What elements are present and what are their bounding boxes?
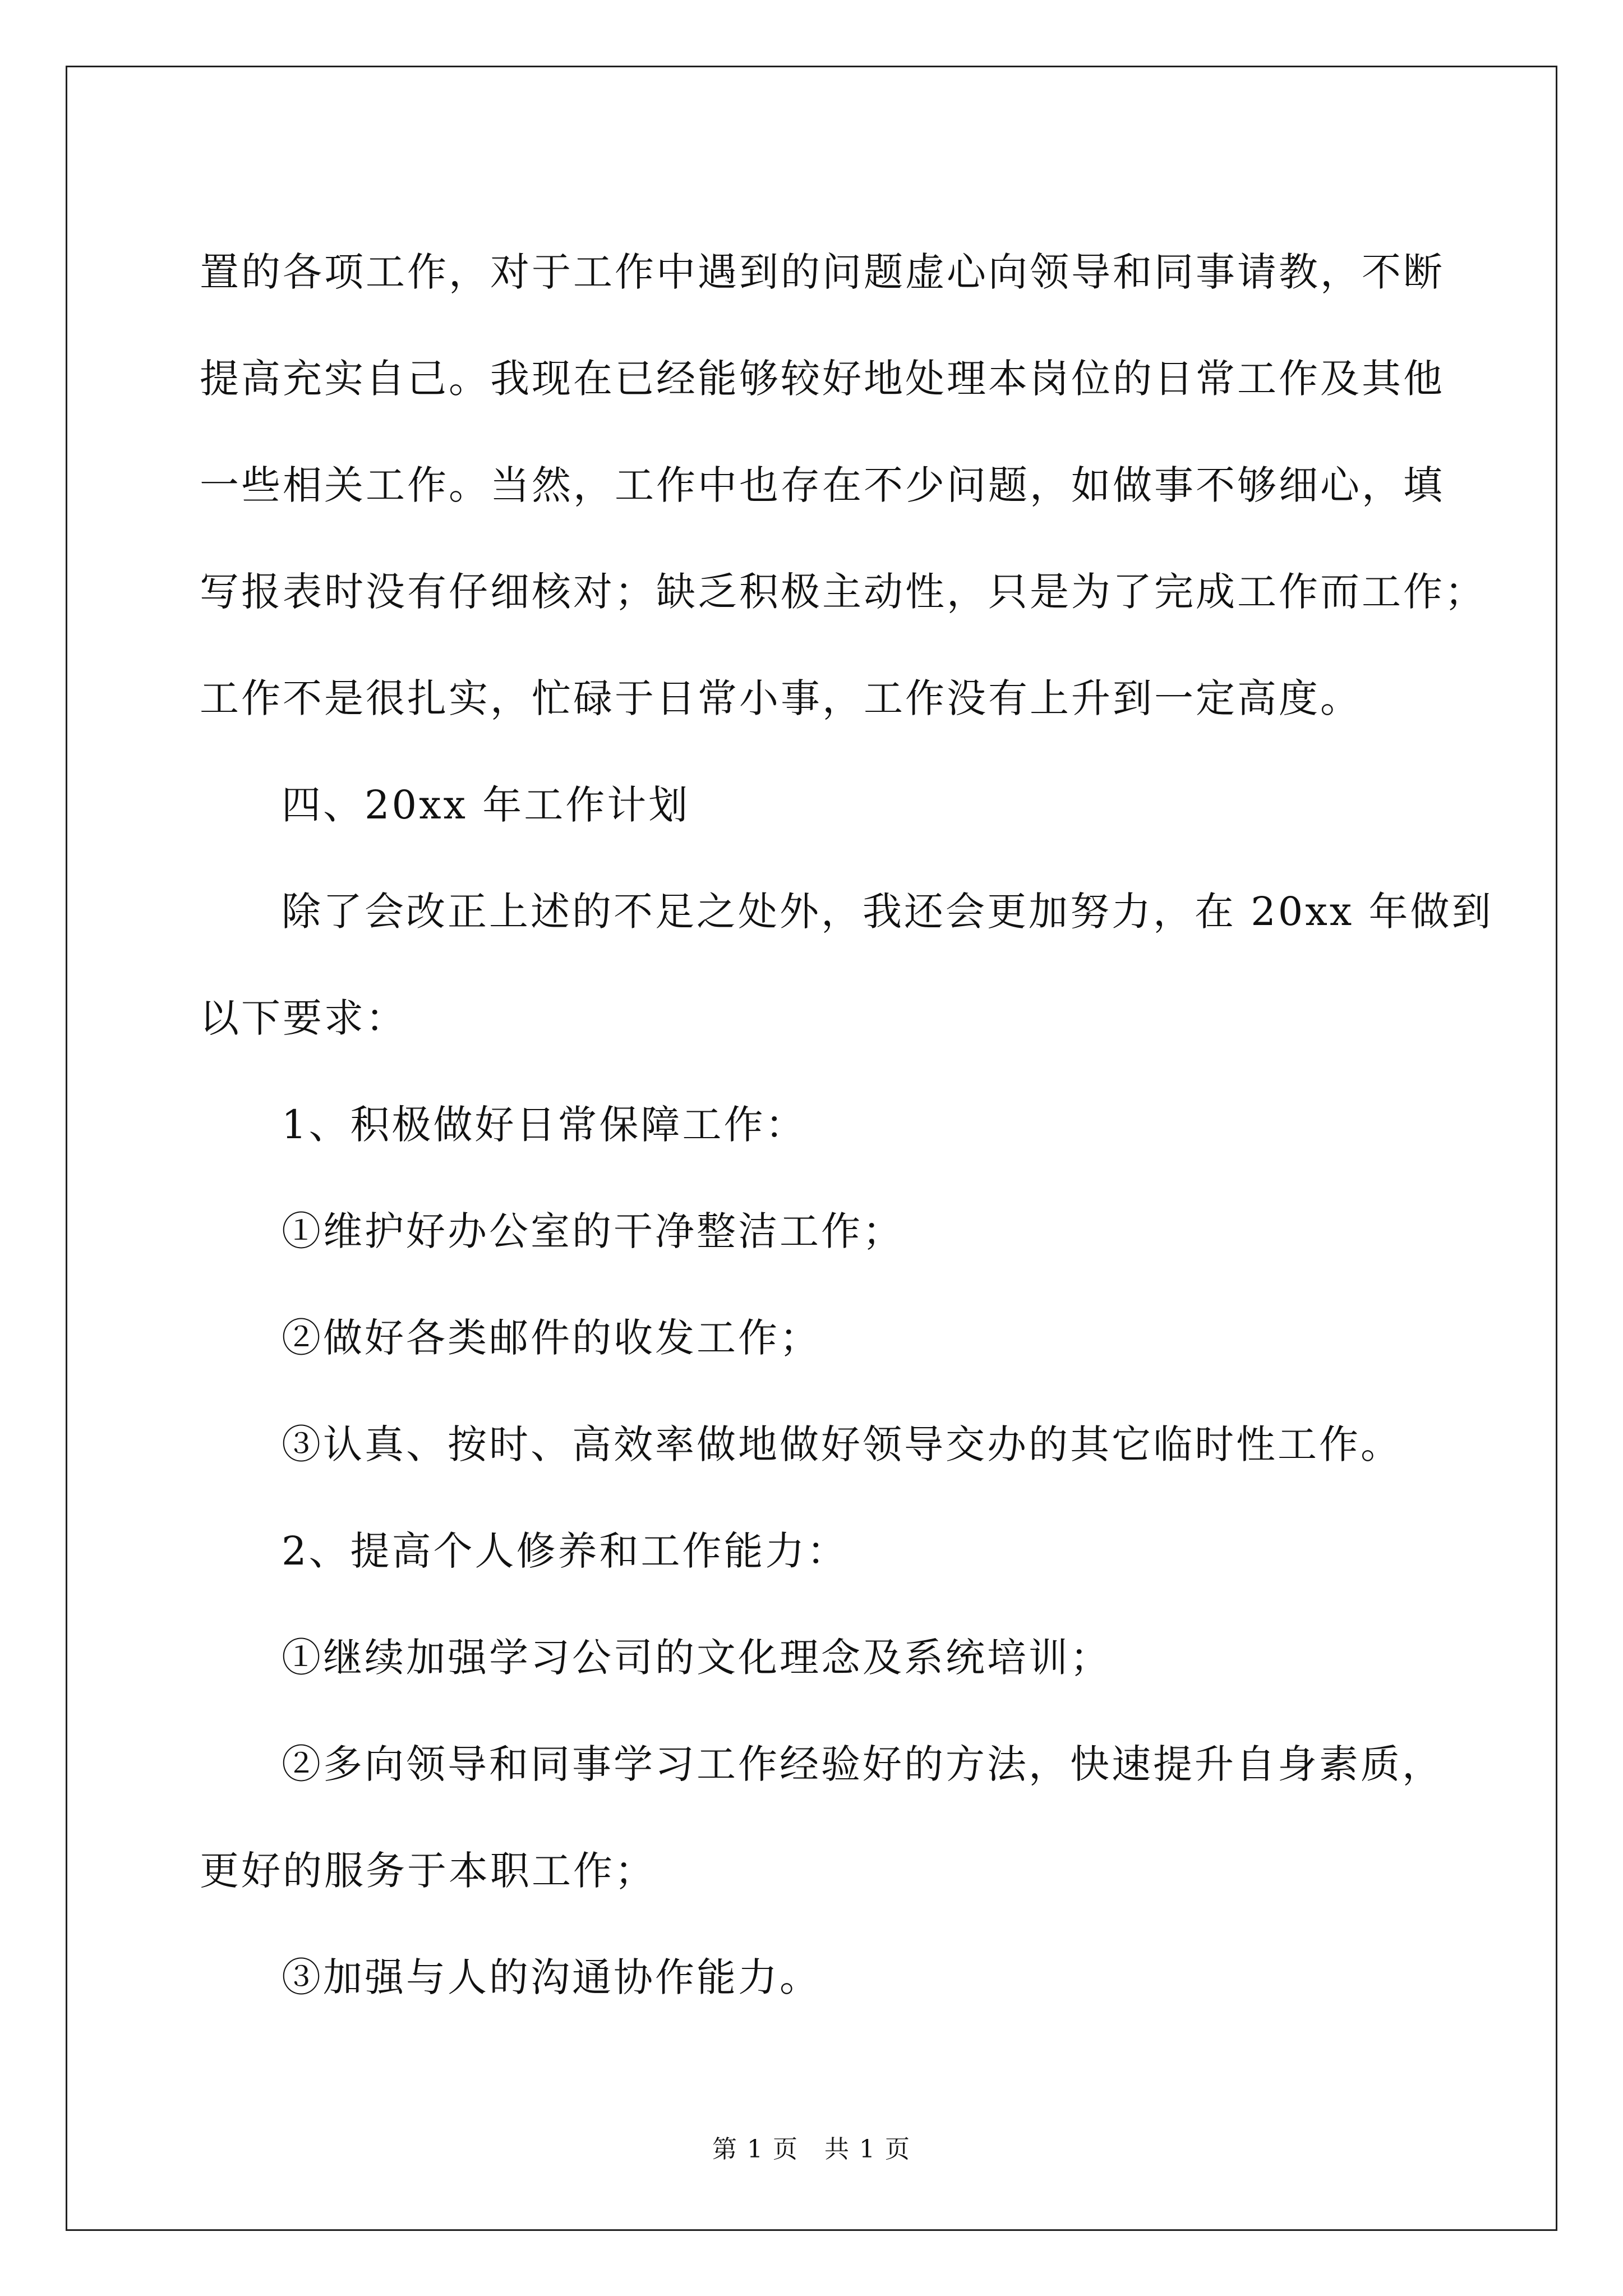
document-body: [200, 219, 1493, 2031]
text-line: 除了会改正上述的不足之处外，我还会更加努力，在 20xx 年做到: [282, 889, 1493, 935]
list-item: ①维护好办公室的干净整洁工作；: [282, 1208, 904, 1254]
list-item: ③加强与人的沟通协作能力。: [282, 1954, 821, 2000]
text-line: 工作不是很扎实，忙碌于日常小事，工作没有上升到一定高度。: [200, 675, 1362, 721]
list-item: ②做好各类邮件的收发工作；: [282, 1315, 821, 1361]
page-total: 共 1 页: [824, 2135, 911, 2164]
list-item: ①继续加强学习公司的文化理念及系统培训；: [282, 1635, 1112, 1681]
page-footer: [0, 2129, 1623, 2165]
text-line: 写报表时没有仔细核对；缺乏积极主动性，只是为了完成工作而工作；: [200, 569, 1486, 615]
list-item: ②多向领导和同事学习工作经验好的方法，快速提升自身素质，: [282, 1741, 1444, 1787]
section-heading: 四、20xx 年工作计划: [282, 782, 690, 828]
text-line: 更好的服务于本职工作；: [200, 1848, 656, 1894]
page-number: 第 1 页: [712, 2135, 799, 2164]
list-heading: 2、提高个人修养和工作能力：: [282, 1528, 849, 1574]
list-item: ③认真、按时、高效率做地做好领导交办的其它临时性工作。: [282, 1421, 1402, 1467]
list-heading: 1、积极做好日常保障工作：: [282, 1102, 807, 1148]
text-line: 置的各项工作，对于工作中遇到的问题虚心向领导和同事请教，不断: [200, 249, 1445, 295]
text-line: 以下要求：: [200, 995, 407, 1041]
text-line: 一些相关工作。当然，工作中也存在不少问题，如做事不够细心，填: [200, 462, 1445, 508]
text-line: 提高充实自己。我现在已经能够较好地处理本岗位的日常工作及其他: [200, 356, 1445, 402]
